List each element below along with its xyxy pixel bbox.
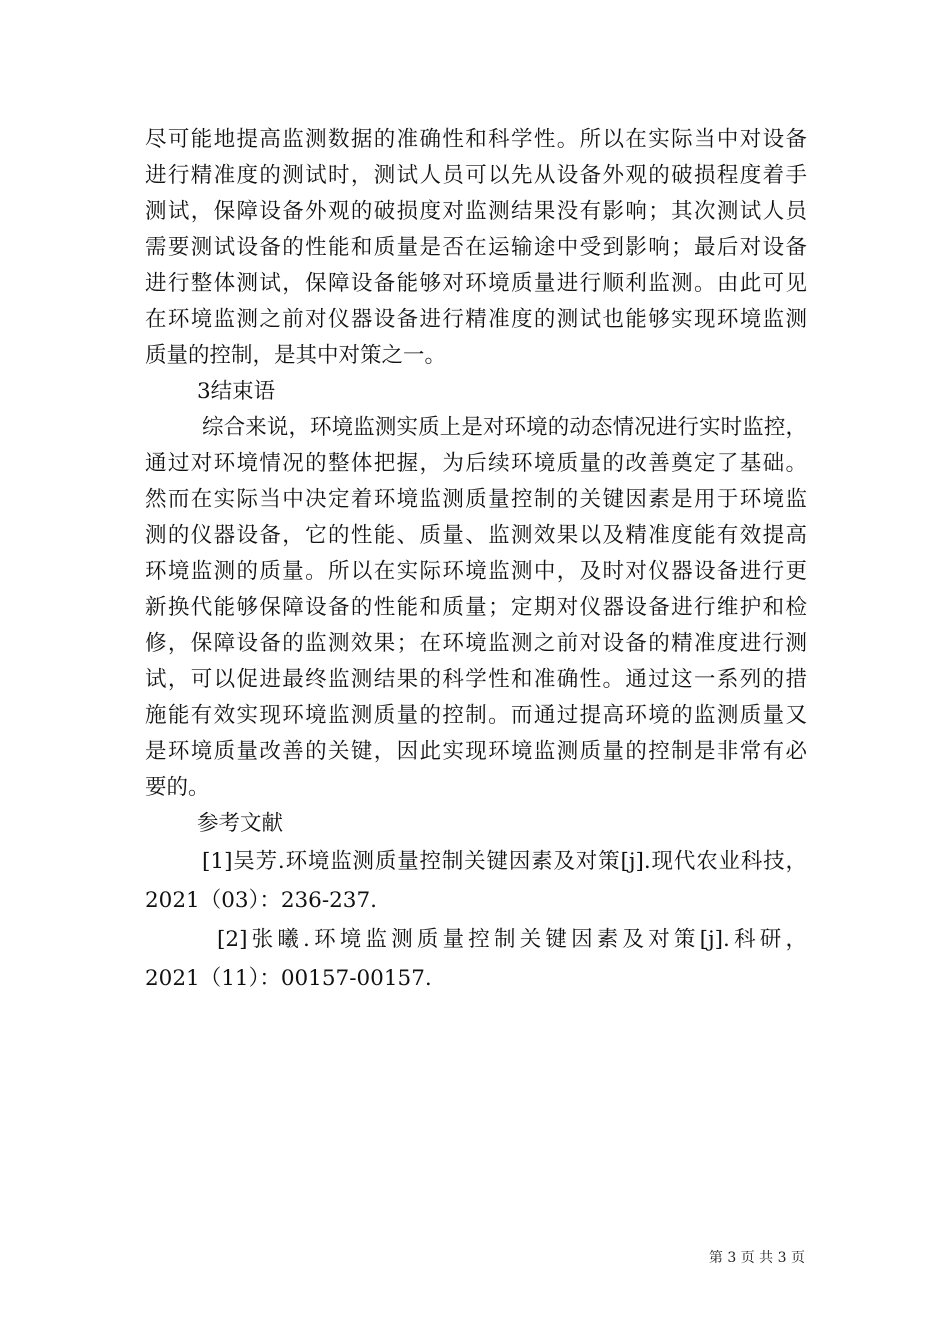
paragraph-line: 要的。	[145, 775, 210, 800]
paragraph-line: 施能有效实现环境监测质量的控制。而通过提高环境的监测质量又	[145, 703, 807, 728]
paragraph-line: 是环境质量改善的关键，因此实现环境监测质量的控制是非常有必	[145, 739, 807, 764]
paragraph-line: 需要测试设备的性能和质量是否在运输途中受到影响；最后对设备	[145, 235, 807, 260]
body-text	[145, 122, 807, 998]
reference-line: 2021（03）：236-237.	[145, 888, 377, 913]
paragraph-line: 然而在实际当中决定着环境监测质量控制的关键因素是用于环境监	[145, 487, 807, 512]
paragraph-line: 进行精准度的测试时，测试人员可以先从设备外观的破损程度着手	[145, 163, 807, 188]
page-number: 第 3 页 共 3 页	[708, 1250, 805, 1266]
paragraph-line: 新换代能够保障设备的性能和质量；定期对仪器设备进行维护和检	[145, 595, 807, 620]
paragraph-line: 尽可能地提高监测数据的准确性和科学性。所以在实际当中对设备	[145, 127, 807, 152]
references-heading: 参考文献	[197, 811, 284, 836]
section-heading: 3结束语	[197, 379, 276, 404]
reference-line: [2]张曦.环境监测质量控制关键因素及对策[j].科研，	[217, 927, 807, 952]
reference-line: [1]吴芳.环境监测质量控制关键因素及对策[j].现代农业科技，	[202, 849, 807, 874]
paragraph-line: 环境监测的质量。所以在实际环境监测中，及时对仪器设备进行更	[145, 559, 807, 584]
paragraph-line: 修，保障设备的监测效果；在环境监测之前对设备的精准度进行测	[145, 631, 807, 656]
reference-line: 2021（11）：00157-00157.	[145, 966, 432, 991]
paragraph-line: 通过对环境情况的整体把握，为后续环境质量的改善奠定了基础。	[145, 451, 807, 476]
paragraph-line: 进行整体测试，保障设备能够对环境质量进行顺利监测。由此可见	[145, 271, 807, 296]
paragraph-line: 在环境监测之前对仪器设备进行精准度的测试也能够实现环境监测	[145, 307, 807, 332]
paragraph-line: 试，可以促进最终监测结果的科学性和准确性。通过这一系列的措	[145, 667, 807, 692]
paragraph-line: 质量的控制，是其中对策之一。	[145, 343, 447, 368]
paragraph-line: 综合来说，环境监测实质上是对环境的动态情况进行实时监控，	[202, 415, 807, 440]
paragraph-line: 测的仪器设备，它的性能、质量、监测效果以及精准度能有效提高	[145, 523, 807, 548]
paragraph-line: 测试，保障设备外观的破损度对监测结果没有影响；其次测试人员	[145, 199, 807, 224]
